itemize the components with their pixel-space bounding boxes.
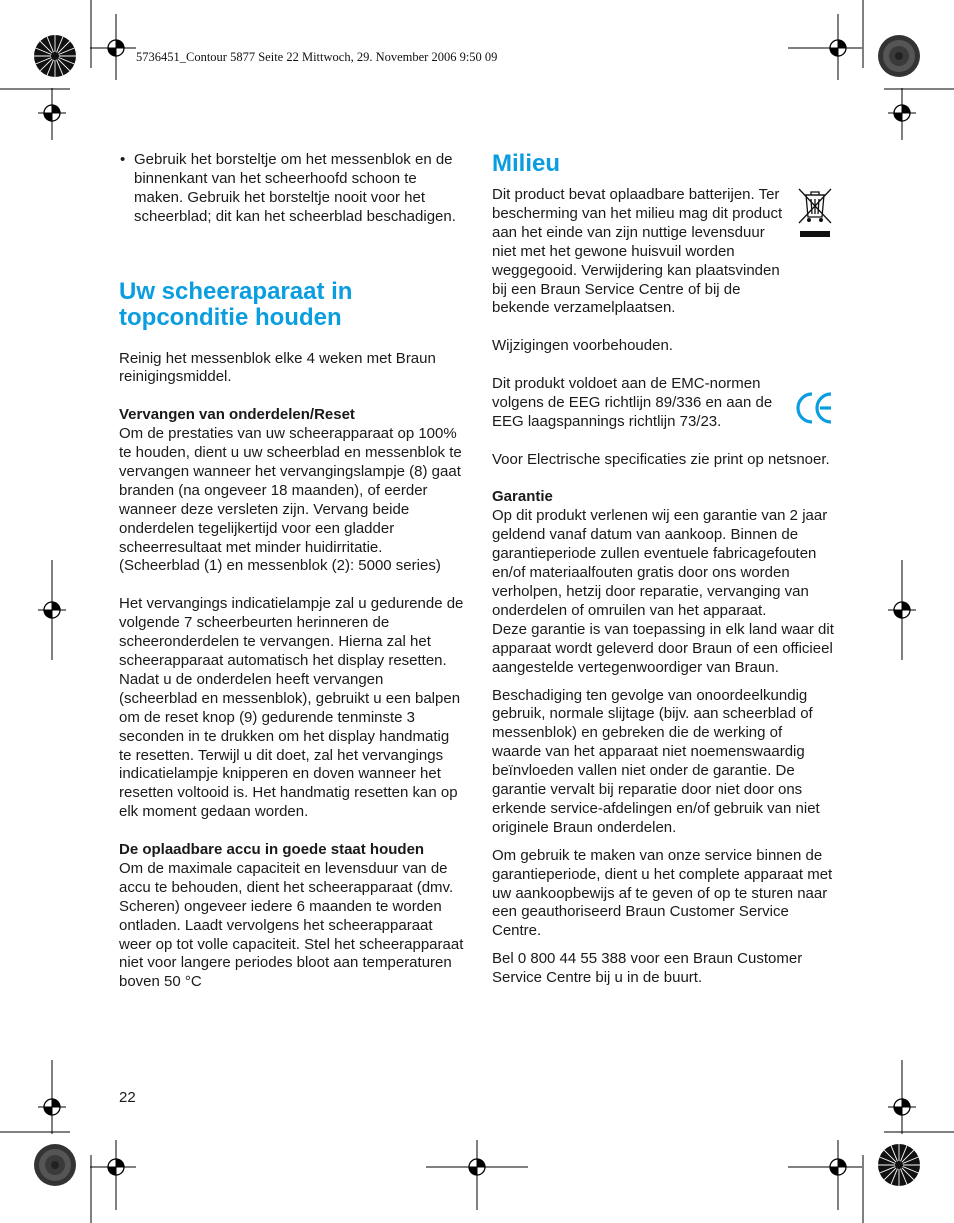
paragraph-emc: Dit produkt voldoet aan de EMC-normen volgens de EEG richtlijn 89/336 en aan de EEG laagspannings richtlijn 73/23.: [492, 375, 773, 430]
left-column: [119, 151, 465, 992]
intro-paragraph: Reinig het messenblok elke 4 weken met Braun reinigingsmiddel.: [119, 349, 436, 386]
crossed-out-wheelie-bin-icon: [796, 187, 834, 239]
paragraph-garantie-1: Op dit produkt verlenen wij een garantie van 2 jaar geldend vanaf datum van aankoop. Binnen de garantieperiode zullen eventuele fabricagefouten en/of materiaalfouten gratis door ons worden verholpen, hetzij door reparatie, vervanging van onderdelen of omruilen van het apparaat.: [492, 507, 828, 619]
paragraph-wijzigingen: Wijzigingen voorbehouden.: [492, 337, 673, 355]
bullet-dot: •: [120, 151, 126, 168]
bullet-text: Gebruik het borsteltje om het messenblok en de binnenkant van het scheerhoofd schoon te maken. Gebruik het borsteltje nooit voor het scheerblad; dit kan het scheerblad beschadigen.: [134, 151, 456, 225]
paragraph-garantie-2: Deze garantie is van toepassing in elk land waar dit apparaat wordt geleverd door Braun of een officieel aangestelde vertegenwoordiger van Braun.: [492, 620, 834, 676]
paragraph-reset: Nadat u de onderdelen heeft vervangen (scheerblad en messenblok), gebruikt u een balpen om de reset knop (9) gedurende tenminste 3 seconden in te drukken om het display handmatig te resetten. Terwijl u dit doet, zal het vervangings indicatielampje knipperen en doven wanneer het resetten voltooid is. Het handmatig resetten kan op elk moment gedaan worden.: [119, 670, 461, 821]
subheading-accu: De oplaadbare accu in goede staat houden: [119, 841, 425, 859]
paragraph-accu: Om de maximale capaciteit en levensduur van de accu te behouden, dient het scheerapparaat (dmv. Scheren) ongeveer iedere 6 maanden te worden ontladen. Laadt vervolgens het scheerapparaat weer op tot volle capaciteit. Stel het scheerapparaat niet voor langere periodes bloot aan temperaturen boven 50 °C: [119, 859, 464, 991]
page-number: 22: [119, 1089, 136, 1106]
right-column: [492, 151, 834, 988]
paragraph-indicatielampje: Het vervangings indicatielampje zal u gedurende de volgende 7 scheerbeurten herinneren de scheeronderdelen te vervangen. Hierna zal het scheerapparaat automatisch het display resetten.: [119, 595, 464, 669]
paragraph-garantie-5: Bel 0 800 44 55 388 voor een Braun Customer Service Centre bij u in de buurt.: [492, 950, 803, 987]
print-slug-line: 5736451_Contour 5877 Seite 22 Mittwoch, 29. November 2006 9:50 09: [136, 50, 498, 64]
paragraph-series-note: (Scheerblad (1) en messenblok (2): 5000 series): [119, 557, 441, 575]
paragraph-specificaties: Voor Electrische specificaties zie print op netsnoer.: [492, 450, 830, 468]
paragraph-garantie-4: Om gebruik te maken van onze service binnen de garantieperiode, dient u het complete apparaat met uw aankoopbewijs af te geven of op te sturen naar een geauthoriseerd Braun Customer Service Centre.: [492, 846, 833, 940]
subheading-garantie: Garantie: [492, 488, 553, 506]
paragraph-vervangen: Om de prestaties van uw scheerapparaat op 100% te houden, dient u uw scheerblad en messenblok te vervangen wanneer het vervangingslampje (8) gaat branden (na ongeveer 18 maanden), of eerder wanneer deze versleten zijn. Vervang beide onderdelen tegelijkertijd voor een gladder scheerresultaat met minder huidirritatie.: [119, 425, 462, 556]
subheading-vervangen: Vervangen van onderdelen/Reset: [119, 406, 355, 424]
ce-mark-icon: [794, 390, 834, 426]
paragraph-garantie-3: Beschadiging ten gevolge van onoordeelkundig gebruik, normale slijtage (bijv. aan scheerblad of messenblok) en gebreken die de werking of waarde van het apparaat niet noemenswaardig beïnvloeden vallen niet onder de garantie. De garantie vervalt bij reparatie door niet door ons erkende service-afdelingen en/of gebruik van niet originele Braun onderdelen.: [492, 686, 820, 836]
section-heading-milieu: Milieu: [492, 150, 561, 177]
paragraph-milieu: Dit product bevat oplaadbare batterijen. Ter bescherming van het milieu mag dit product aan het einde van zijn nuttige levensduur niet met het gewone huisvuil worden weggegooid. Verwijdering kan plaatsvinden bij een Braun Service Centre of bij de bekende verzamelplaatsen.: [492, 186, 783, 317]
bullet-item: [119, 151, 465, 227]
section-heading-topconditie: Uw scheeraparaat in topconditie houden: [119, 277, 353, 331]
